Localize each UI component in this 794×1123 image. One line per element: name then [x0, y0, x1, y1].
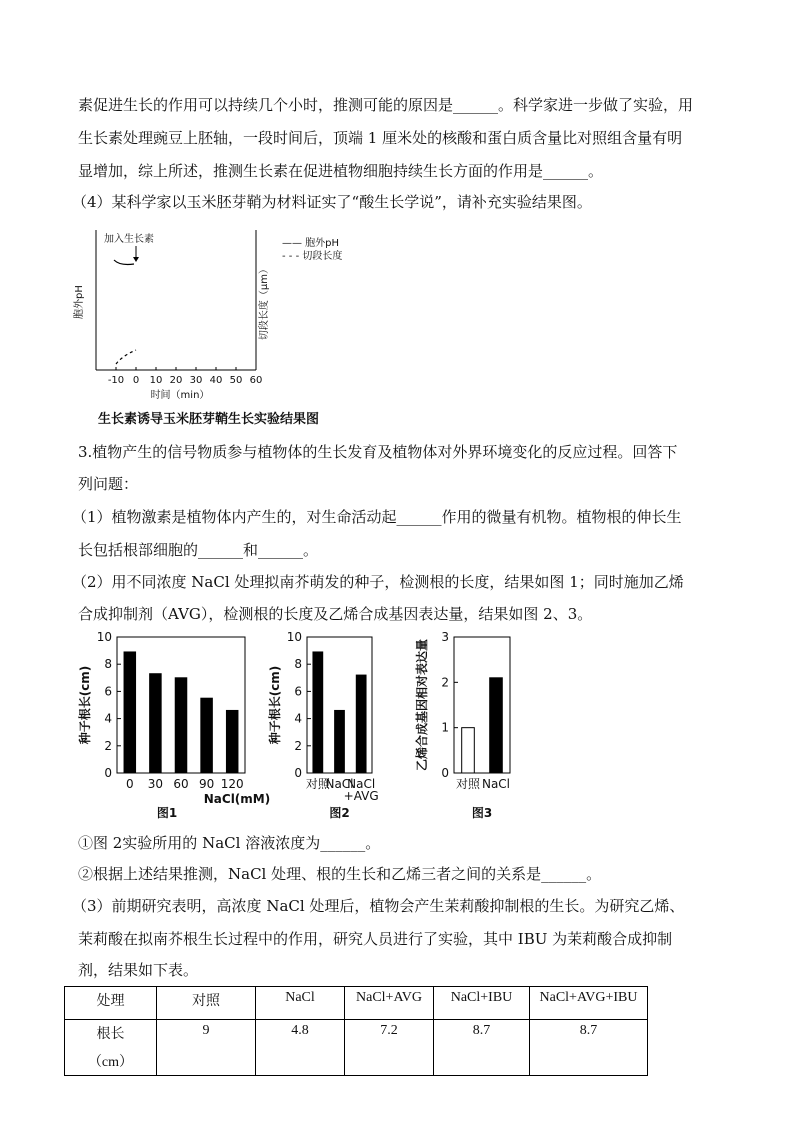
chart-title: 图1: [156, 806, 178, 820]
bar: [150, 674, 162, 773]
x-tick-label: 20: [169, 375, 183, 386]
y-tick-label: 2: [104, 738, 112, 753]
question-4-prompt: （4）某科学家以玉米胚芽鞘为材料证实了“酸生长学说”，请补充实验结果图。: [72, 193, 592, 211]
question-3-stem: 3.植物产生的信号物质参与植物体的生长发育及植物体对外界环境变化的反应过程。回答下: [78, 443, 678, 461]
auxin-chart: [70, 222, 370, 432]
x-tick-label: 30: [189, 375, 203, 386]
chart-title: 图3: [471, 806, 493, 820]
bar: [356, 675, 366, 773]
bar: [201, 698, 213, 773]
question-3-part-3: 剂，结果如下表。: [78, 961, 199, 979]
x-tick-label: 0: [132, 375, 140, 386]
x-tick-label: NaCl: [481, 777, 511, 791]
table-cell: 8.7: [434, 1020, 530, 1076]
results-table: [64, 986, 648, 1076]
row-label-unit: （cm）: [87, 1055, 134, 1070]
x-tick-label: 对照: [455, 777, 481, 791]
y-tick-label: 8: [104, 657, 112, 672]
table-header-cell: NaCl+AVG+IBU: [530, 987, 648, 1020]
chart-figure-1: [77, 630, 270, 820]
table-header-row: [65, 987, 648, 1020]
y-axis-label-left: 胞外pH: [74, 285, 85, 319]
chart-figure-2: [267, 630, 379, 820]
x-axis-label: NaCl(mM): [203, 792, 271, 806]
y-tick-label: 6: [294, 684, 302, 699]
table-header-cell: NaCl: [256, 987, 345, 1020]
question-3-sub-2: ②根据上述结果推测，NaCl 处理、根的生长和乙烯三者之间的关系是______。: [78, 865, 602, 883]
x-tick-label: 120: [220, 777, 244, 791]
row-label-line: 根长: [96, 1027, 125, 1042]
table-header-cell: 对照: [157, 987, 256, 1020]
bar: [490, 678, 503, 773]
y-tick-label: 8: [294, 657, 302, 672]
x-axis-label: 时间（min）: [150, 390, 210, 401]
y-tick-label: 0: [294, 766, 302, 780]
y-axis-label: 种子根长(cm): [268, 665, 282, 745]
question-3-part-3: （3）前期研究表明，高浓度 NaCl 处理后，植物会产生茉莉酸抑制根的生长。为研究乙烯、: [72, 897, 685, 915]
bar: [226, 710, 238, 773]
y-axis-label: 乙烯合成基因相对表达量: [415, 638, 429, 772]
bar: [124, 652, 136, 773]
bar-charts: [70, 630, 520, 822]
question-3-part-3: 茉莉酸在拟南芥根生长过程中的作用，研究人员进行了实验，其中 IBU 为茉莉酸合成抑制: [78, 930, 673, 948]
paragraph-line: 生长素处理豌豆上胚轴，一段时间后，顶端 1 厘米处的核酸和蛋白质含量比对照组含量有明: [78, 129, 683, 147]
y-tick-label: 3: [441, 630, 449, 644]
bar: [462, 728, 475, 773]
paragraph-line: 素促进生长的作用可以持续几个小时，推测可能的原因是______。科学家进一步做了实验，用: [78, 96, 694, 114]
legend-length: - - - 切段长度: [282, 251, 343, 262]
legend-ph: —— 胞外pH: [282, 238, 340, 249]
question-3-part-1: （1）植物激素是植物体内产生的，对生命活动起______作用的微量有机物。植物根的伸长生: [72, 508, 682, 526]
y-axis-label-right: 切段长度（μm）: [259, 263, 270, 341]
series-line-ph: [114, 260, 134, 265]
y-tick-label: 1: [441, 720, 449, 735]
question-3-stem: 列问题：: [78, 475, 139, 493]
x-tick-label: NaCl: [347, 777, 376, 791]
x-tick-label: 0: [125, 777, 134, 791]
table-cell: 7.2: [345, 1020, 434, 1076]
question-3-part-1: 长包括根部细胞的______和______。: [78, 541, 319, 559]
y-tick-label: 2: [294, 738, 302, 753]
table-row-label: [65, 1020, 157, 1076]
x-tick-label: 10: [149, 375, 163, 386]
y-tick-label: 0: [104, 766, 112, 780]
y-tick-label: 10: [286, 630, 302, 644]
question-3-sub-1: ①图 2实验所用的 NaCl 溶液浓度为______。: [78, 834, 381, 852]
y-tick-label: 6: [104, 684, 112, 699]
x-tick-label: 60: [249, 375, 263, 386]
x-tick-label: -10: [107, 375, 125, 386]
x-tick-label: 50: [229, 375, 243, 386]
table-header-cell: NaCl+AVG: [345, 987, 434, 1020]
chart-title: 图2: [329, 806, 350, 820]
series-line-length: [116, 350, 136, 364]
table-header-cell: NaCl+IBU: [434, 987, 530, 1020]
y-tick-label: 2: [441, 675, 449, 690]
x-tick-label: 90: [198, 777, 215, 791]
chart-figure-3: [414, 630, 510, 820]
y-axis-label: 种子根长(cm): [78, 665, 92, 745]
auxin-figure: [70, 222, 370, 432]
table-header-cell: 处理: [65, 987, 157, 1020]
x-tick-label: +AVG: [343, 789, 379, 803]
y-tick-label: 10: [96, 630, 112, 644]
question-3-part-2: 合成抑制剂（AVG），检测根的长度及乙烯合成基因表达量，结果如图 2、3。: [78, 605, 593, 623]
x-tick-label: 30: [147, 777, 164, 791]
paragraph-line: 显增加，综上所述，推测生长素在促进植物细胞持续生长方面的作用是______。: [78, 162, 604, 180]
table-cell: 9: [157, 1020, 256, 1076]
x-tick-label: 40: [209, 375, 223, 386]
table-cell: 4.8: [256, 1020, 345, 1076]
y-tick-label: 4: [104, 711, 112, 726]
bar: [335, 710, 345, 773]
x-tick-label: 60: [173, 777, 189, 791]
table-row: [65, 1020, 648, 1076]
question-3-part-2: （2）用不同浓度 NaCl 处理拟南芥萌发的种子，检测根的长度，结果如图 1；同时施加乙烯: [72, 573, 684, 591]
y-tick-label: 0: [441, 766, 449, 780]
bar: [313, 652, 323, 773]
annotation-arrowhead: [133, 257, 139, 262]
x-tick-label: 对照: [305, 777, 330, 791]
x-tick-label: NaCl: [325, 777, 354, 791]
annotation-add-auxin: 加入生长素: [104, 234, 154, 245]
y-tick-label: 4: [294, 711, 302, 726]
bar: [175, 678, 187, 773]
table-cell: 8.7: [530, 1020, 648, 1076]
figure-caption: 生长素诱导玉米胚芽鞘生长实验结果图: [98, 412, 320, 427]
